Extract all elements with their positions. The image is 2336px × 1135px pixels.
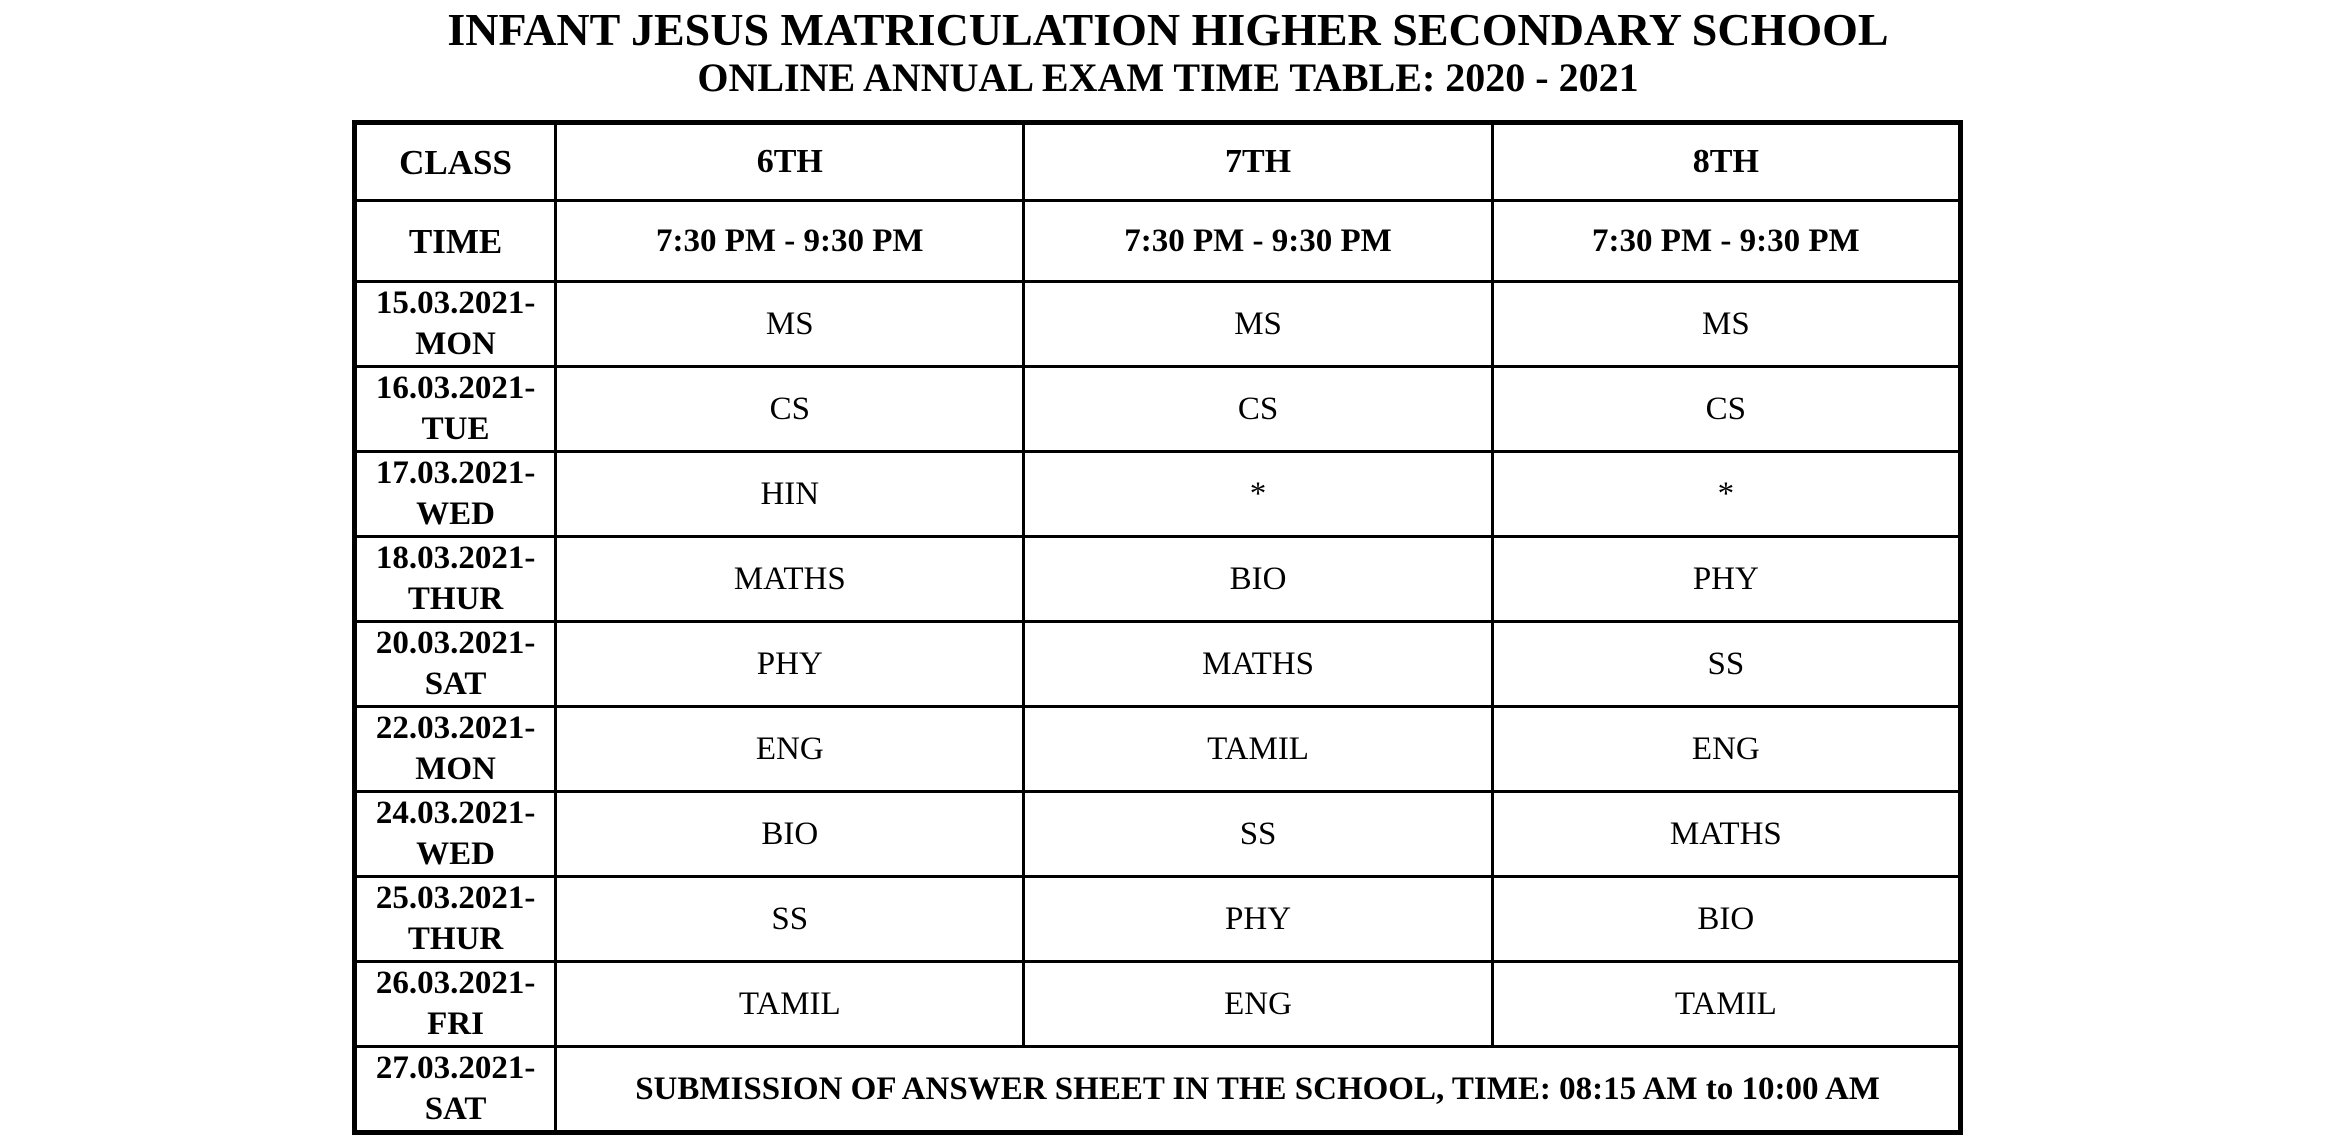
day-text: SAT [424, 666, 487, 702]
subject-cell-6th: MATHS [556, 537, 1024, 622]
subject-cell-6th: HIN [556, 452, 1024, 537]
subject-cell-7th: BIO [1024, 537, 1492, 622]
exam-timetable [352, 120, 1963, 1135]
subject-cell-8th: PHY [1492, 537, 1960, 622]
time-7th-cell: 7:30 PM - 9:30 PM [1024, 201, 1492, 282]
subject-cell-6th: MS [556, 282, 1024, 367]
subject-cell-7th: TAMIL [1024, 707, 1492, 792]
subject-cell-6th: SS [556, 877, 1024, 962]
date-text: 22.03.2021- [375, 710, 536, 746]
time-6th-cell: 7:30 PM - 9:30 PM [556, 201, 1024, 282]
table-row [355, 962, 1961, 1047]
subject-cell-8th: TAMIL [1492, 962, 1960, 1047]
day-text: MON [415, 751, 496, 787]
table-row [355, 707, 1961, 792]
date-cell [355, 622, 556, 707]
date-cell [355, 962, 556, 1047]
table-row [355, 792, 1961, 877]
subject-cell-6th: ENG [556, 707, 1024, 792]
table-row [355, 622, 1961, 707]
subject-cell-7th: MS [1024, 282, 1492, 367]
day-text: THUR [407, 921, 504, 957]
subject-cell-7th: ENG [1024, 962, 1492, 1047]
time-label-cell: TIME [355, 201, 556, 282]
subject-cell-8th: * [1492, 452, 1960, 537]
date-cell [355, 367, 556, 452]
time-8th-cell: 7:30 PM - 9:30 PM [1492, 201, 1960, 282]
subject-cell-8th: MATHS [1492, 792, 1960, 877]
day-text: SAT [424, 1091, 487, 1127]
subject-cell-7th: MATHS [1024, 622, 1492, 707]
subject-cell-6th: BIO [556, 792, 1024, 877]
table-row [355, 452, 1961, 537]
date-text: 15.03.2021- [375, 285, 536, 321]
school-name: INFANT JESUS MATRICULATION HIGHER SECONDARY SCHOOL [447, 4, 1889, 55]
day-text: FRI [427, 1006, 484, 1042]
day-text: MON [415, 326, 496, 362]
day-text: TUE [421, 411, 490, 447]
date-cell [355, 792, 556, 877]
date-cell [355, 452, 556, 537]
date-text: 26.03.2021- [375, 965, 536, 1001]
date-cell [355, 282, 556, 367]
class-header-row [355, 123, 1961, 201]
table-row [355, 282, 1961, 367]
table-row [355, 877, 1961, 962]
subject-cell-6th: TAMIL [556, 962, 1024, 1047]
subject-cell-6th: PHY [556, 622, 1024, 707]
class-8th-header: 8TH [1492, 123, 1960, 201]
timetable-title: ONLINE ANNUAL EXAM TIME TABLE: 2020 - 2021 [697, 55, 1639, 100]
subject-cell-8th: ENG [1492, 707, 1960, 792]
time-row [355, 201, 1961, 282]
date-cell [355, 537, 556, 622]
subject-cell-7th: SS [1024, 792, 1492, 877]
date-text: 20.03.2021- [375, 625, 536, 661]
date-text: 18.03.2021- [375, 540, 536, 576]
subject-cell-8th: SS [1492, 622, 1960, 707]
subject-cell-7th: * [1024, 452, 1492, 537]
date-cell [355, 707, 556, 792]
date-text: 27.03.2021- [375, 1050, 536, 1086]
day-text: WED [416, 496, 495, 532]
class-7th-header: 7TH [1024, 123, 1492, 201]
date-text: 24.03.2021- [375, 795, 536, 831]
class-label-cell: CLASS [355, 123, 556, 201]
class-6th-header: 6TH [556, 123, 1024, 201]
day-text: WED [416, 836, 495, 872]
date-text: 17.03.2021- [375, 455, 536, 491]
subject-cell-8th: CS [1492, 367, 1960, 452]
subject-cell-6th: CS [556, 367, 1024, 452]
submission-notice: SUBMISSION OF ANSWER SHEET IN THE SCHOOL, TIME: 08:15 AM to 10:00 AM [556, 1047, 1961, 1133]
subject-cell-7th: PHY [1024, 877, 1492, 962]
table-row [355, 537, 1961, 622]
date-cell [355, 877, 556, 962]
submission-row [355, 1047, 1961, 1133]
table-row [355, 367, 1961, 452]
day-text: THUR [407, 581, 504, 617]
subject-cell-7th: CS [1024, 367, 1492, 452]
date-text: 25.03.2021- [375, 880, 536, 916]
subject-cell-8th: BIO [1492, 877, 1960, 962]
date-cell [355, 1047, 556, 1133]
subject-cell-8th: MS [1492, 282, 1960, 367]
date-text: 16.03.2021- [375, 370, 536, 406]
